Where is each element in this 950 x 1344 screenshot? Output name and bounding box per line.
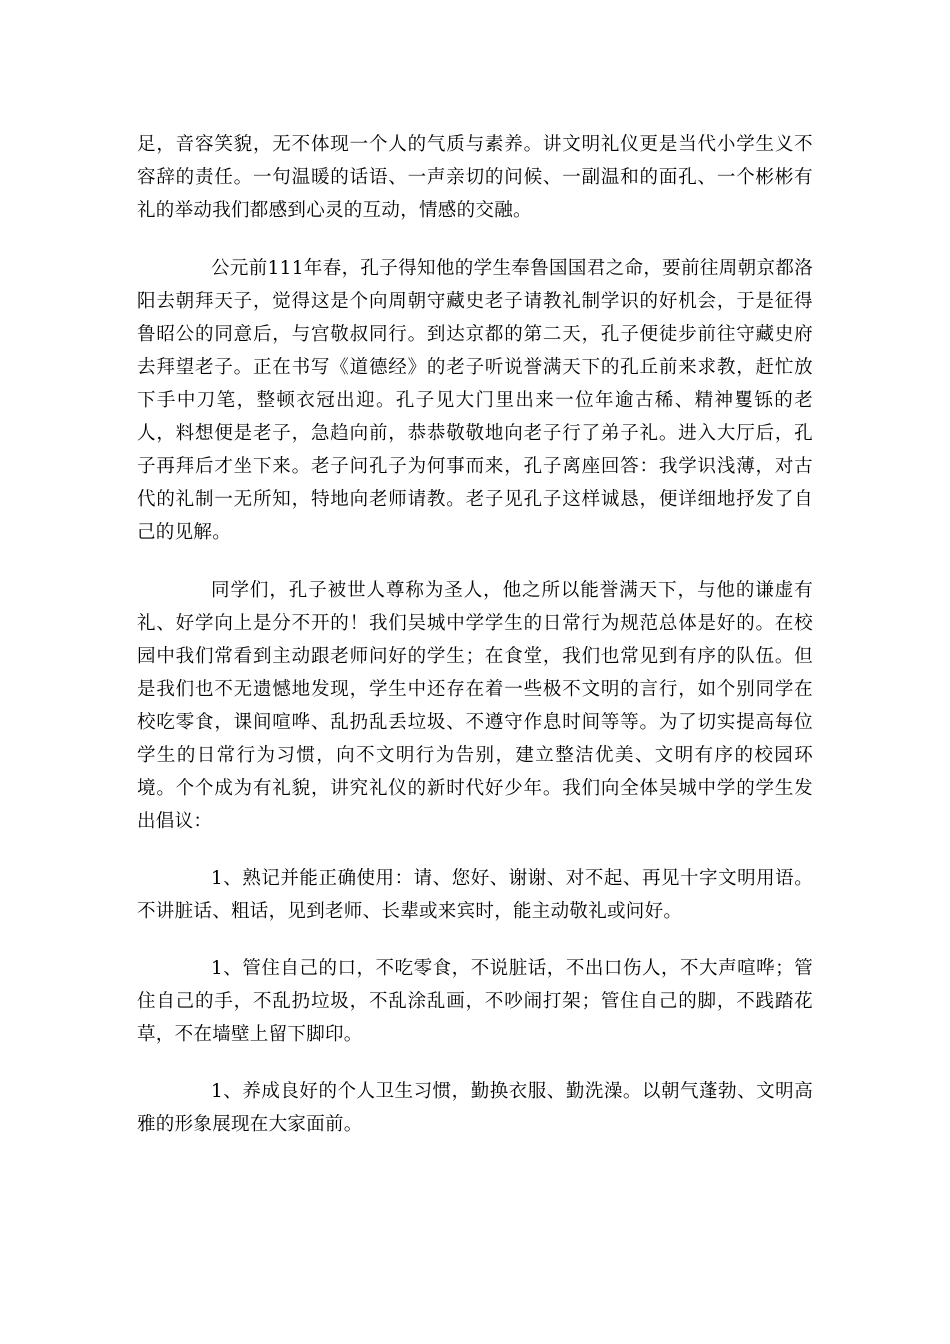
paragraph-item-self-control: 1、管住自己的口，不吃零食，不说脏话，不出口伤人，不大声喧哗；管住自己的手，不乱扔垃圾，不乱涂乱画，不吵闹打架；管住自己的脚，不践踏花草，不在墙壁上留下脚印。 bbox=[137, 958, 813, 1045]
document-body bbox=[137, 128, 813, 1141]
paragraph-intro: 足，音容笑貌，无不体现一个人的气质与素养。讲文明礼仪更是当代小学生义不容辞的责任。一句温暖的话语、一声亲切的问候、一副温和的面孔、一个彬彬有礼的举动我们都感到心灵的互动，情感的交融。 bbox=[137, 134, 813, 221]
paragraph-appeal: 同学们，孔子被世人尊称为圣人，他之所以能誉满天下，与他的谦虚有礼、好学向上是分不开的！我们吴城中学学生的日常行为规范总体是好的。在校园中我们常看到主动跟老师问好的学生；在食堂，我们也常见到有序的队伍。但是我们也不无遗憾地发现，学生中还存在着一些极不文明的言行，如个别同学在校吃零食，课间喧哗、乱扔乱丢垃圾、不遵守作息时间等等。为了切实提高每位学生的日常行为习惯，向不文明行为告别，建立整洁优美、文明有序的校园环境。个个成为有礼貌，讲究礼仪的新时代好少年。我们向全体吴城中学的学生发出倡议： bbox=[137, 580, 813, 832]
paragraph-item-hygiene: 1、养成良好的个人卫生习惯，勤换衣服、勤洗澡。以朝气蓬勃、文明高雅的形象展现在大家面前。 bbox=[137, 1081, 813, 1135]
paragraph-confucius-story: 公元前111年春，孔子得知他的学生奉鲁国国君之命，要前往周朝京都洛阳去朝拜天子，觉得这是个向周朝守藏史老子请教礼制学识的好机会，于是征得鲁昭公的同意后，与宫敬叔同行。到达京都的第二天，孔子便徒步前往守藏史府去拜望老子。正在书写《道德经》的老子听说誉满天下的孔丘前来求教，赶忙放下手中刀笔，整顿衣冠出迎。孔子见大门里出来一位年逾古稀、精神矍铄的老人，料想便是老子，急趋向前，恭恭敬敬地向老子行了弟子礼。进入大厅后，孔子再拜后才坐下来。老子问孔子为何事而来，孔子离座回答：我学识浅薄，对古代的礼制一无所知，特地向老师请教。老子见孔子这样诚恳，便详细地抒发了自己的见解。 bbox=[137, 258, 813, 543]
paragraph-item-civil-language: 1、熟记并能正确使用：请、您好、谢谢、对不起、再见十字文明用语。不讲脏话、粗话，见到老师、长辈或来宾时，能主动敬礼或问好。 bbox=[137, 868, 813, 922]
